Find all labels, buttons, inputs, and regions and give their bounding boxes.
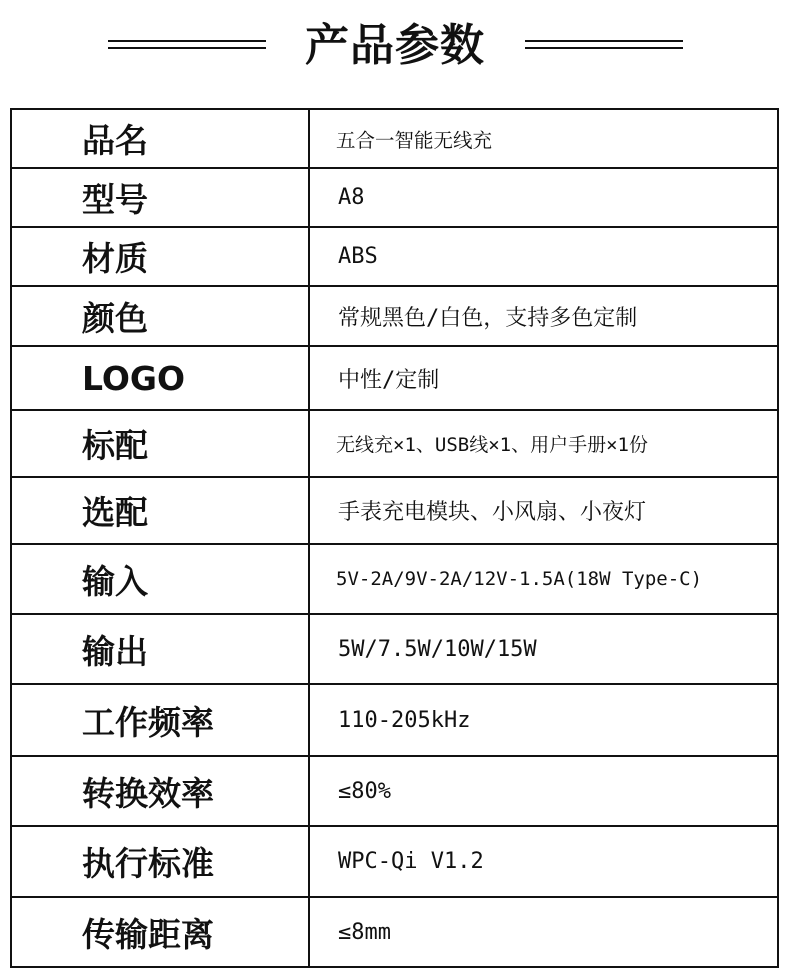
row-label: 选配	[12, 478, 310, 543]
table-row	[12, 615, 777, 685]
table-row	[12, 545, 777, 615]
page-header	[0, 0, 790, 95]
row-value: 5V-2A/9V-2A/12V-1.5A(18W Type-C)	[336, 568, 703, 590]
row-value: 常规黑色/白色，支持多色定制	[338, 305, 638, 331]
table-row	[12, 827, 777, 898]
title-decoration-right	[525, 40, 683, 49]
row-label: 输出	[12, 615, 310, 683]
row-label: 材质	[12, 228, 310, 285]
table-row	[12, 228, 777, 287]
table-row	[12, 411, 777, 478]
row-value: WPC-Qi V1.2	[338, 849, 484, 874]
row-label: 转换效率	[12, 757, 310, 825]
page-title: 产品参数	[305, 20, 485, 71]
table-row	[12, 287, 777, 347]
row-value: 无线充×1、USB线×1、用户手册×1份	[336, 434, 648, 456]
row-label: 执行标准	[12, 827, 310, 896]
row-value: A8	[338, 185, 365, 210]
row-value: 手表充电模块、小风扇、小夜灯	[338, 500, 647, 525]
table-row	[12, 757, 777, 827]
row-label: 颜色	[12, 287, 310, 345]
row-value: 中性/定制	[338, 367, 440, 393]
title-decoration-left	[108, 40, 266, 49]
table-row	[12, 110, 777, 169]
table-row	[12, 169, 777, 228]
row-value: 5W/7.5W/10W/15W	[338, 636, 537, 662]
row-value: 五合一智能无线充	[336, 128, 493, 152]
table-row	[12, 478, 777, 545]
row-label: 传输距离	[12, 898, 310, 966]
row-label: 工作频率	[12, 685, 310, 755]
row-value: 110-205kHz	[338, 707, 471, 733]
row-label: 品名	[12, 110, 310, 167]
row-label: 型号	[12, 169, 310, 226]
table-row	[12, 347, 777, 411]
spec-table	[10, 108, 779, 968]
row-label: LOGO	[12, 347, 310, 409]
table-row	[12, 685, 777, 757]
row-value: ≤8mm	[338, 919, 391, 945]
row-label: 标配	[12, 411, 310, 476]
row-label: 输入	[12, 545, 310, 613]
row-value: ≤80%	[338, 778, 391, 804]
table-row	[12, 898, 777, 966]
row-value: ABS	[338, 244, 378, 269]
